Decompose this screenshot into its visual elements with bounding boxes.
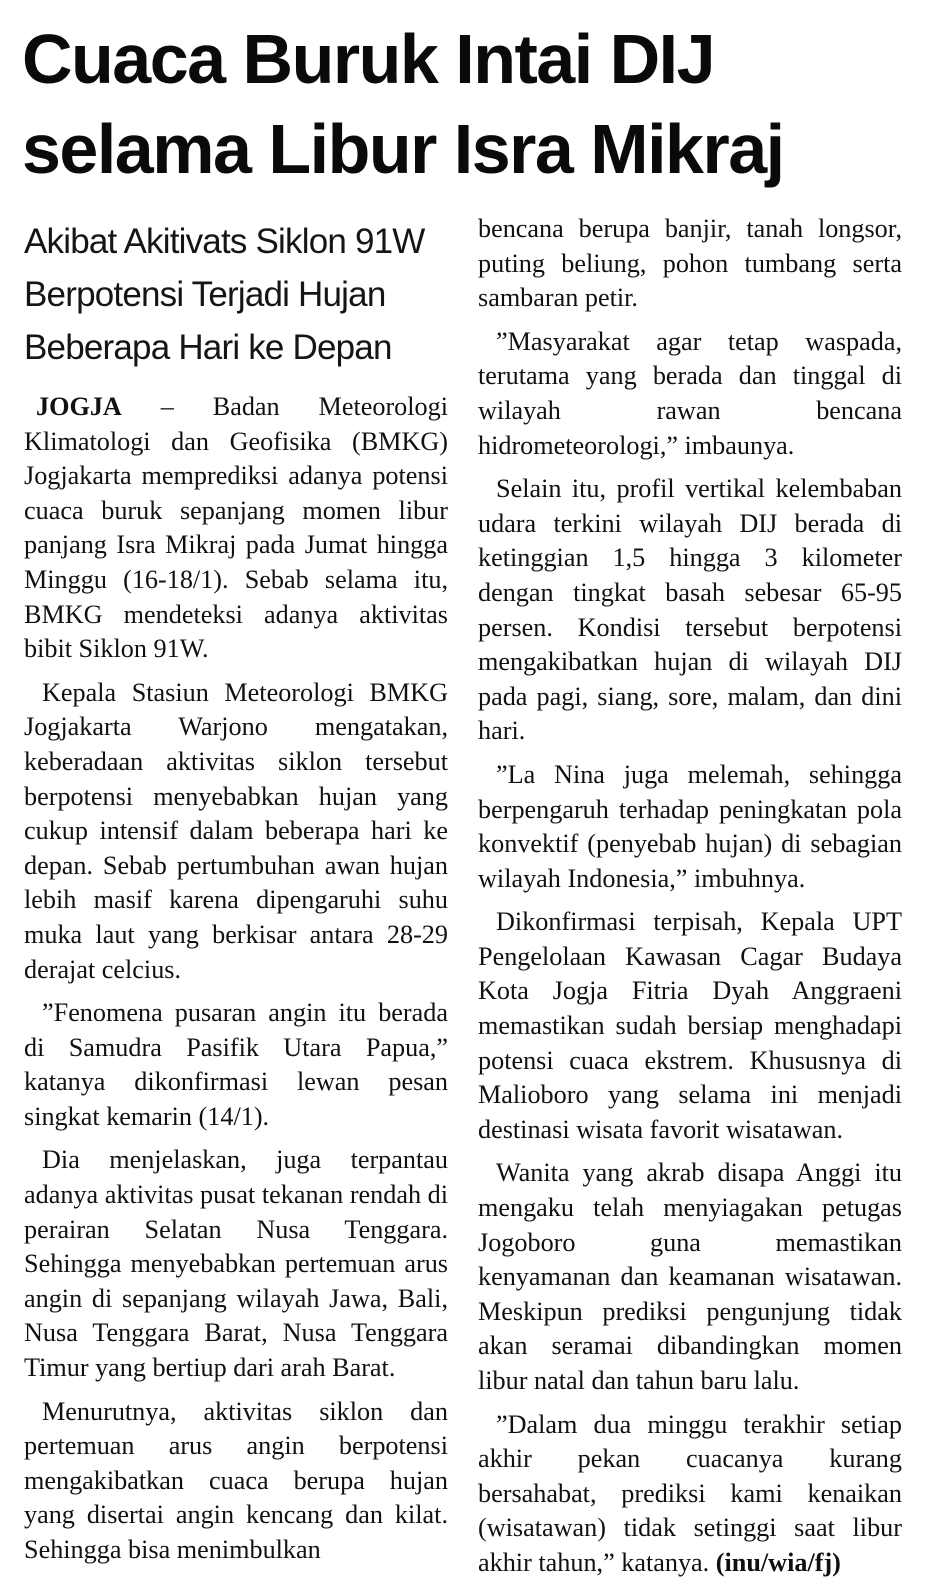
article-paragraph: ”Masyarakat agar tetap waspada, terutama yang berada dan tinggal di wilayah rawan bencana hidrometeorologi,” imbaunya. xyxy=(478,326,902,460)
article-paragraph xyxy=(24,390,448,667)
paragraph-text: ”Dalam dua minggu terakhir setiap akhir pekan cuacanya kurang bersahabat, prediksi kami kenaikan (wisatawan) tidak setinggi saat libur akhir tahun,” katanya. xyxy=(478,1409,902,1577)
article-paragraph: Selain itu, profil vertikal kelembaban udara terkini wilayah DIJ berada di ketinggian 1,5 hingga 3 kilometer dengan tingkat basah sebesar 65-95 persen. Kondisi tersebut berpotensi mengakibatkan hujan di wilayah DIJ pada pagi, siang, sore, malam, dan dini hari. xyxy=(478,474,902,746)
subheadline-line-3: Beberapa Hari ke Depan xyxy=(24,328,392,367)
article-paragraph: Dia menjelaskan, juga terpantau adanya aktivitas pusat tekanan rendah di perairan Selatan Nusa Tenggara. Sehingga menyebabkan pertemuan arus angin di sepanjang wilayah Jawa, Bali, Nusa Tenggara Barat, Nusa Tenggara Timur yang bertiup dari arah Barat. xyxy=(24,1145,448,1383)
article-column-left xyxy=(24,215,448,1577)
article-column-right xyxy=(478,212,902,1590)
article-paragraph: Wanita yang akrab disapa Anggi itu mengaku telah menyiagakan petugas Jogoboro guna memastikan kenyamanan dan keamanan wisatawan. Meskipun prediksi pengunjung tidak akan seramai dibandingkan momen libur natal dan tahun baru lalu. xyxy=(478,1158,902,1395)
article-paragraph: Menurutnya, aktivitas siklon dan pertemuan arus angin berpotensi mengakibatkan cuaca berupa hujan yang disertai angin kencang dan kilat. Sehingga bisa menimbulkan xyxy=(24,1396,448,1564)
article-paragraph xyxy=(478,1408,902,1581)
headline-line-1: Cuaca Buruk Intai DIJ xyxy=(22,20,715,98)
subheadline xyxy=(24,215,448,374)
article-paragraph: ”Fenomena pusaran angin itu berada di Samudra Pasifik Utara Papua,” katanya dikonfirmasi lewan pesan singkat kemarin (14/1). xyxy=(24,998,448,1131)
article-paragraph: ”La Nina juga melemah, sehingga berpengaruh terhadap peningkatan pola konvektif (penyebab hujan) di sebagian wilayah Indonesia,” imbuhnya. xyxy=(478,759,902,893)
headline-line-2: selama Libur Isra Mikraj xyxy=(22,110,784,188)
byline: (inu/wia/fj) xyxy=(715,1547,841,1577)
article-paragraph: Kepala Stasiun Meteorologi BMKG Jogjakarta Warjono mengatakan, keberadaan aktivitas siklon tersebut berpotensi menyebabkan hujan yang cukup intensif dalam beberapa hari ke depan. Sebab pertumbuhan awan hujan lebih masif karena dipengaruhi suhu muka laut yang berkisar antara 28-29 derajat celcius. xyxy=(24,677,448,984)
article-paragraph: bencana berupa banjir, tanah longsor, puting beliung, pohon tumbang serta sambaran petir. xyxy=(478,214,902,313)
subheadline-line-1: Akibat Akitivats Siklon 91W xyxy=(24,222,425,261)
subheadline-line-2: Berpotensi Terjadi Hujan xyxy=(24,275,386,314)
paragraph-text: – Badan Meteorologi Klimatologi dan Geofisika (BMKG) Jogjakarta memprediksi adanya potensi cuaca buruk sepanjang momen libur panjang Isra Mikraj pada Jumat hingga Minggu (16-18/1). Sebab selama itu, BMKG mendeteksi adanya aktivitas bibit Siklon 91W. xyxy=(24,392,448,664)
dateline: JOGJA xyxy=(36,392,122,421)
article-paragraph: Dikonfirmasi terpisah, Kepala UPT Pengelolaan Kawasan Cagar Budaya Kota Jogja Fitria Dyah Anggraeni memastikan sudah bersiap menghadapi potensi cuaca ekstrem. Khususnya di Malioboro yang selama ini menjadi destinasi wisata favorit wisatawan. xyxy=(478,907,902,1144)
headline xyxy=(22,14,922,194)
